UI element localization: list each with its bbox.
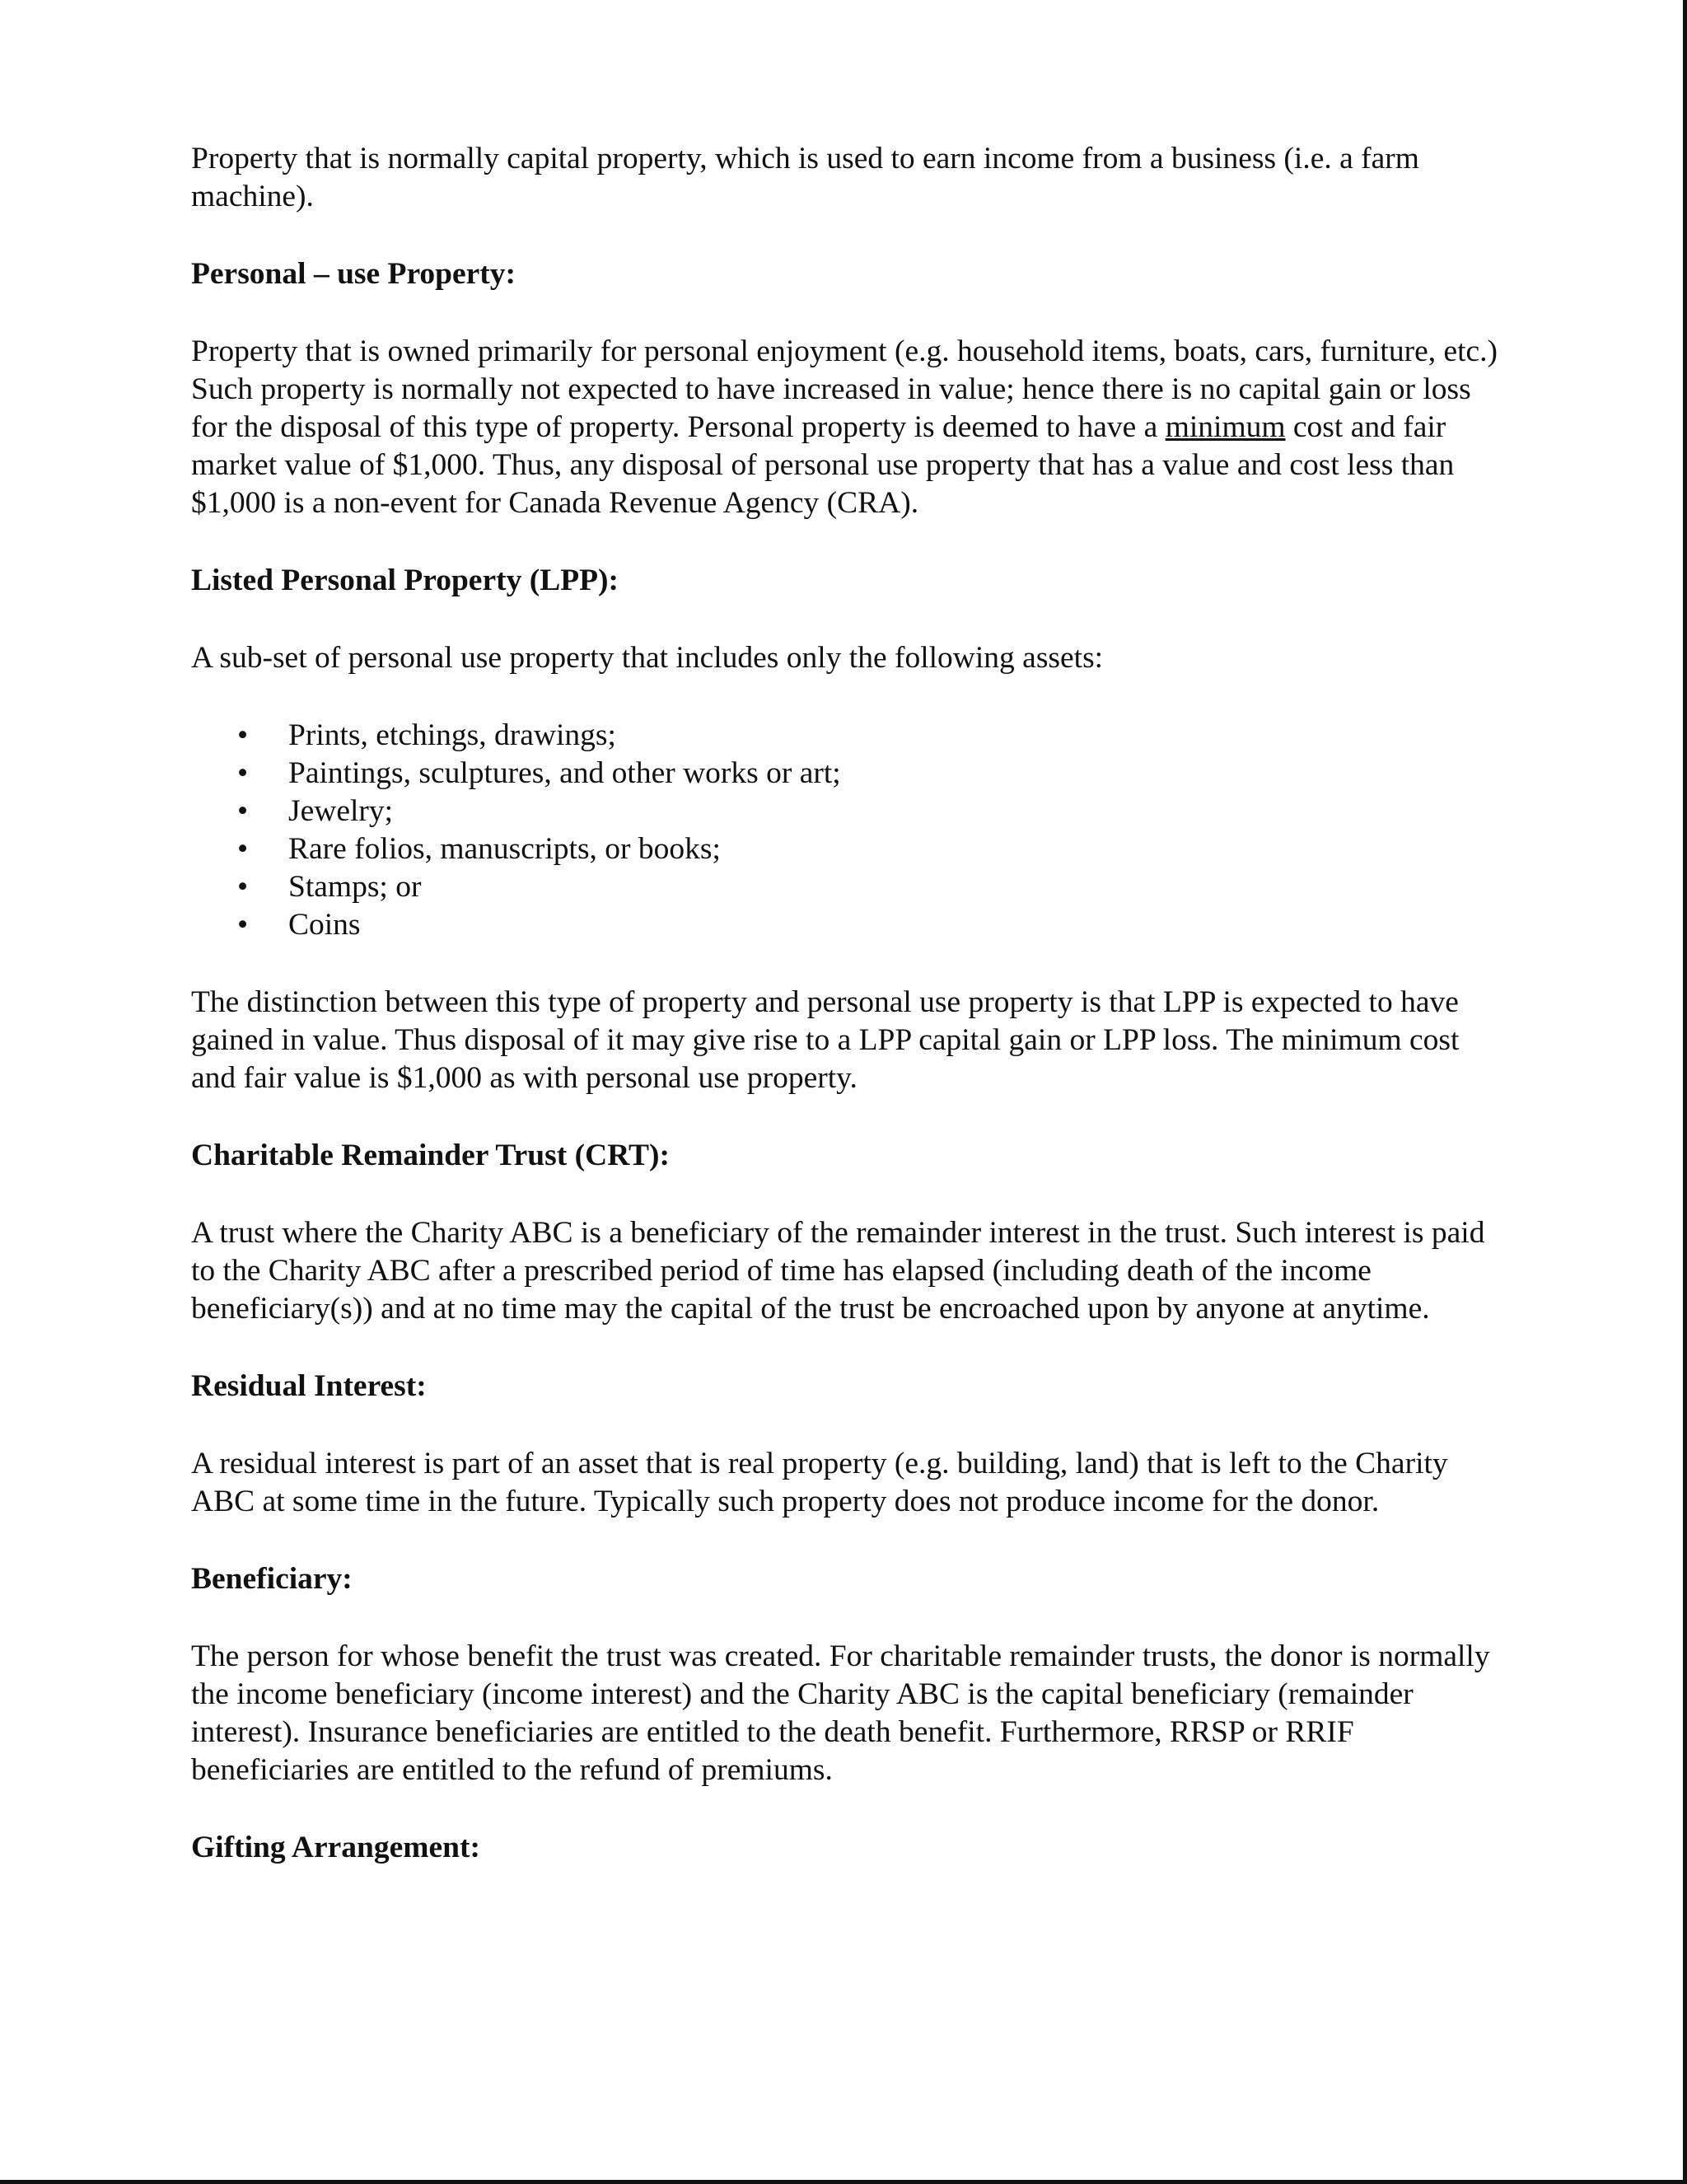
paragraph-text-after: cost and fair market value of $1,000. Thus, any disposal of personal use property that has a value and cost less than $1,000 is a non-event for Canada Revenue Agency (CRA). [191,410,1455,520]
paragraph-beneficiary: The person for whose benefit the trust was created. For charitable remainder trusts, the donor is normally the income beneficiary (income interest) and the Charity ABC is the capital beneficiary (remainder interest). Insurance beneficiaries are entitled to the death benefit. Furthermore, RRSP or RRIF beneficiaries are entitled to the refund of premiums. [191,1639,1490,1787]
heading-residual-interest: Residual Interest: [191,1369,427,1403]
list-item [191,717,1509,755]
heading-personal-use-property: Personal – use Property: [191,257,516,291]
list-item [191,868,1509,906]
heading-listed-personal-property: Listed Personal Property (LPP): [191,564,619,597]
list-item-text: Prints, etchings, drawings; [288,718,616,752]
underlined-word: minimum [1165,410,1286,444]
asset-list [191,717,1509,944]
bullet-icon: • [237,794,249,828]
intro-paragraph: Property that is normally capital property, which is used to earn income from a business (i.e. a farm machine). [191,142,1419,213]
list-item [191,755,1509,793]
paragraph-personal-use-property [191,333,1509,522]
list-item-text: Rare folios, manuscripts, or books; [288,832,721,866]
document-page [191,140,1509,1867]
heading-charitable-remainder-trust: Charitable Remainder Trust (CRT): [191,1139,670,1172]
paragraph-residual-interest: A residual interest is part of an asset that is real property (e.g. building, land) that is left to the Charity ABC at some time in the future. Typically such property does not produce income for the donor. [191,1447,1448,1518]
list-item [191,906,1509,944]
heading-gifting-arrangement: Gifting Arrangement: [191,1831,480,1864]
scan-bottom-edge [0,2180,1687,2184]
list-item-text: Coins [288,908,361,942]
bullet-icon: • [237,756,249,790]
bullet-icon: • [237,870,249,904]
list-item-text: Stamps; or [288,870,422,904]
list-item [191,830,1509,868]
paragraph-lpp-distinction: The distinction between this type of property and personal use property is that LPP is expected to have gained in value. Thus disposal of it may give rise to a LPP capital gain or LPP loss. The minimum cost and fair value is $1,000 as with personal use property. [191,985,1460,1095]
bullet-icon: • [237,718,249,752]
bullet-icon: • [237,908,249,942]
paragraph-lpp-intro: A sub-set of personal use property that includes only the following assets: [191,641,1104,675]
bullet-icon: • [237,832,249,866]
heading-beneficiary: Beneficiary: [191,1562,353,1596]
paragraph-text-before: Property that is owned primarily for personal enjoyment (e.g. household items, boats, cars, furniture, etc.) Such property is normally not expected to have increased in value; hence there is no capital gain or loss for the disposal of this type of property. Personal property is deemed to have a [191,334,1498,444]
list-item [191,793,1509,830]
paragraph-crt: A trust where the Charity ABC is a beneficiary of the remainder interest in the trust. Such interest is paid to the Charity ABC after a prescribed period of time has elapsed (including death of the income beneficiary(s)) and at no time may the capital of the trust be encroached upon by anyone at anytime. [191,1216,1485,1326]
list-item-text: Paintings, sculptures, and other works or art; [288,756,841,790]
list-item-text: Jewelry; [288,794,394,828]
scan-right-edge [1683,0,1687,2184]
